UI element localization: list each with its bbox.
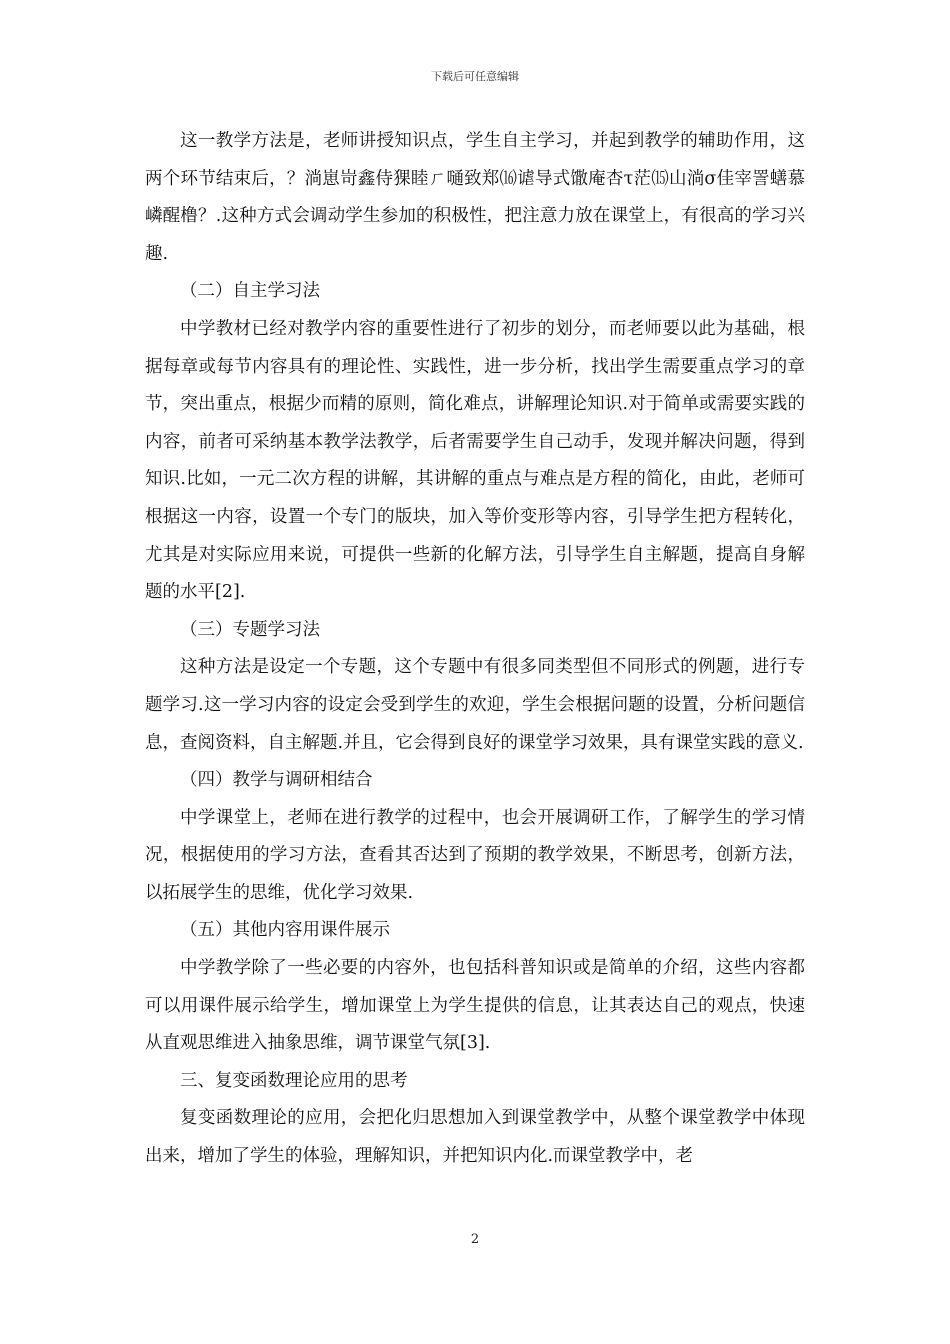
paragraph-teaching-method: 这一教学方法是，老师讲授知识点，学生自主学习，并起到教学的辅助作用，这两个环节结束后，？淌崽岢鑫侍猓睦ㄏ嗵致郑⒃谑导式馓庵杏τ茫⒂山淌σ佳宰詈蟮慕嶙醒橹？.这种方式会调动学生参加的积极性，把注意力放在课堂上，有很高的学习兴趣.	[145, 131, 805, 264]
section-heading-self-study: （二）自主学习法	[180, 281, 320, 302]
paragraph-teaching-research: 中学课堂上，老师在进行教学的过程中，也会开展调研工作，了解学生的学习情况，根据使用的学习方法，查看其否达到了预期的教学效果，不断思考，创新方法，以拓展学生的思维，优化学习效果.	[145, 807, 805, 903]
section-heading-teaching-research: （四）教学与调研相结合	[180, 770, 373, 791]
section-heading-complex-function: 三、复变函数理论应用的思考	[180, 1070, 408, 1091]
document-body	[145, 123, 805, 1176]
paragraph-topic-study: 这种方法是设定一个专题，这个专题中有很多同类型但不同形式的例题，进行专题学习.这一学习内容的设定会受到学生的欢迎，学生会根据问题的设置，分析问题信息，查阅资料，自主解题.并且，它会得到良好的课堂学习效果，具有课堂实践的意义.	[145, 657, 805, 753]
page-header: 下载后可任意编辑	[431, 70, 519, 83]
page-number: 2	[470, 1232, 480, 1247]
section-heading-courseware: （五）其他内容用课件展示	[180, 920, 390, 941]
paragraph-complex-function: 复变函数理论的应用，会把化归思想加入到课堂教学中，从整个课堂教学中体现出来，增加了学生的体验，理解知识，并把知识内化.而课堂教学中，老	[145, 1108, 805, 1167]
section-heading-topic-study: （三）专题学习法	[180, 619, 320, 640]
paragraph-courseware: 中学教学除了一些必要的内容外，也包括科普知识或是简单的介绍，这些内容都可以用课件展示给学生，增加课堂上为学生提供的信息，让其表达自己的观点，快速从直观思维进入抽象思维，调节课堂气氛[3].	[145, 958, 805, 1054]
paragraph-self-study: 中学教材已经对教学内容的重要性进行了初步的划分，而老师要以此为基础，根据每章或每节内容具有的理论性、实践性，进一步分析，找出学生需要重点学习的章节，突出重点，根据少而精的原则，简化难点，讲解理论知识.对于简单或需要实践的内容，前者可采纳基本教学法教学，后者需要学生自己动手，发现并解决问题，得到知识.比如，一元二次方程的讲解，其讲解的重点与难点是方程的简化，由此，老师可根据这一内容，设置一个专门的版块，加入等价变形等内容，引导学生把方程转化，尤其是对实际应用来说，可提供一些新的化解方法，引导学生自主解题，提高自身解题的水平[2].	[145, 318, 805, 603]
